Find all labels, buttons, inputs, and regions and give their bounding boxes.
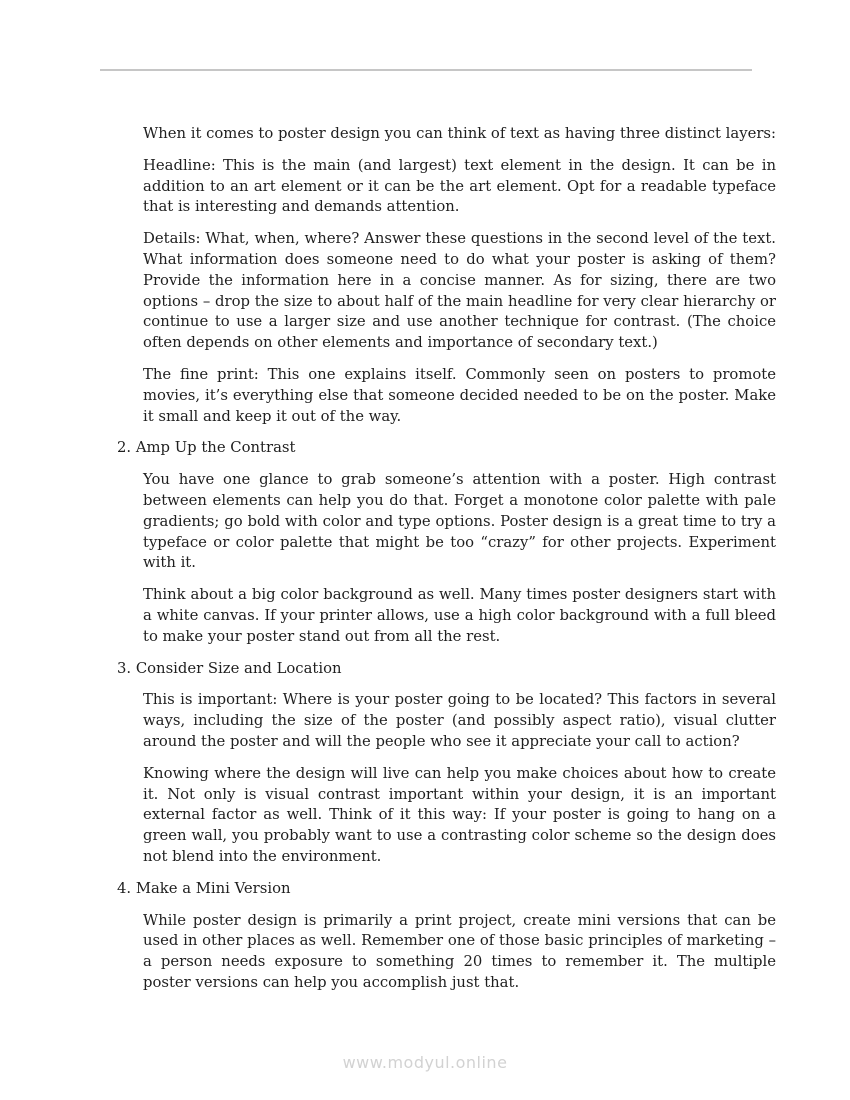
header-divider — [100, 69, 752, 71]
watermark-url: www.modyul.online — [342, 1053, 508, 1072]
document-body — [117, 124, 776, 1005]
paragraph-mini-versions: While poster design is primarily a print project, create mini versions that can be used in other places as well. Remember one of those basic principles of marketing – a person needs exposure to something 20 times to remember it. The multiple poster versions can help you accomplish just that. — [143, 911, 776, 991]
section-heading-mini-version: 4. Make a Mini Version — [117, 879, 291, 897]
paragraph-color-background: Think about a big color background as well. Many times poster designers start with a white canvas. If your printer allows, use a high color background with a full bleed to make your poster stand out from all the rest. — [143, 586, 776, 645]
paragraph-intro: When it comes to poster design you can think of text as having three distinct layers: — [143, 125, 777, 142]
paragraph-one-glance: You have one glance to grab someone’s attention with a poster. High contrast between elements can help you do that. Forget a monotone color palette with pale gradients; go bold with color and type options. Poster design is a great time to try a typeface or color palette that might be too “crazy” for other projects. Experiment with it. — [143, 471, 776, 572]
paragraph-headline: Headline: This is the main (and largest) text element in the design. It can be in addition to an art element or it can be the art element. Opt for a readable typeface that is interesting and demands attention. — [143, 156, 776, 216]
section-heading-amp-up-contrast: 2. Amp Up the Contrast — [117, 439, 296, 457]
paragraph-details: Details: What, when, where? Answer these questions in the second level of the text. What information does someone need to do what your poster is asking of them? Provide the information here in a concise manner. As for sizing, there are two options – drop the size to about half of the main headline for very clear hierarchy or continue to use a larger size and use another technique for contrast. (The choice often depends on other elements and importance of secondary text.) — [143, 230, 776, 352]
paragraph-location-importance: This is important: Where is your poster going to be located? This factors in several ways, including the size of the poster (and possibly aspect ratio), visual clutter around the poster and will the people who see it appreciate your call to action? — [143, 691, 776, 750]
section-heading-size-location: 3. Consider Size and Location — [117, 659, 342, 677]
paragraph-design-context: Knowing where the design will live can help you make choices about how to create it. Not only is visual contrast important within your design, it is an important external factor as well. Think of it this way: If your poster is going to hang on a green wall, you probably want to use a contrasting color scheme so the design does not blend into the environment. — [143, 764, 776, 865]
paragraph-fine-print: The fine print: This one explains itself. Commonly seen on posters to promote movies, it’s everything else that someone decided needed to be on the poster. Make it small and keep it out of the way. — [143, 365, 776, 425]
